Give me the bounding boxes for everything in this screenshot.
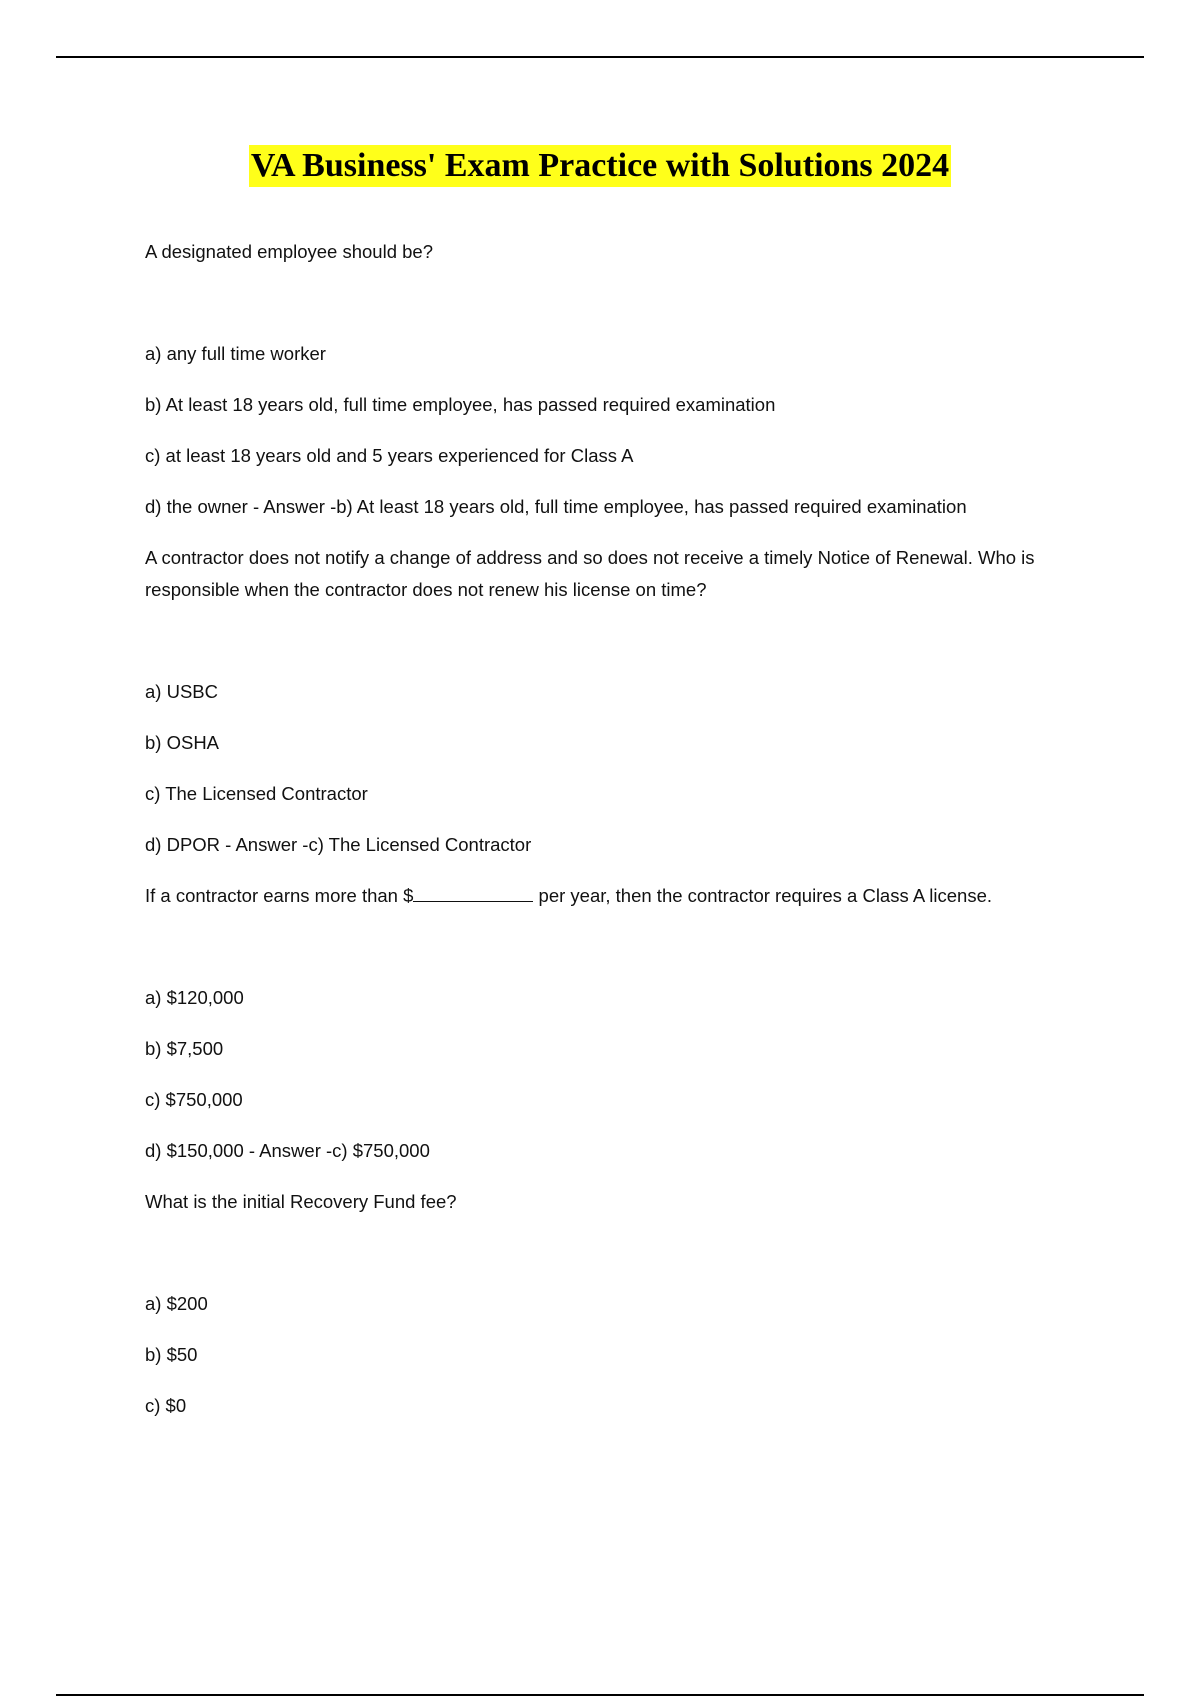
answer-option: a) $200 (145, 1293, 208, 1314)
title-container (0, 145, 1200, 187)
document-title: VA Business' Exam Practice with Solutions 2024 (249, 145, 951, 187)
question-block-4 (145, 1186, 1075, 1422)
answer-option: c) $0 (145, 1395, 187, 1416)
answer-option: d) $150,000 - Answer -c) $750,000 (145, 1140, 430, 1161)
question-block-2 (145, 542, 1075, 861)
answer-option: c) at least 18 years old and 5 years experienced for Class A (145, 445, 634, 466)
question-text-before-blank: If a contractor earns more than $ (145, 885, 414, 906)
answer-option: c) $750,000 (145, 1089, 243, 1110)
question-block-1 (145, 236, 1075, 523)
top-rule (56, 56, 1144, 58)
question-text: A contractor does not notify a change of address and so does not receive a timely Notice of Renewal. Who is responsible when the contractor does not renew his license on time? (145, 547, 1035, 600)
answer-option: a) $120,000 (145, 987, 244, 1008)
answer-option: b) OSHA (145, 732, 220, 753)
answer-option: b) $7,500 (145, 1038, 224, 1059)
answer-option: c) The Licensed Contractor (145, 783, 368, 804)
answer-option: d) DPOR - Answer -c) The Licensed Contractor (145, 834, 532, 855)
answer-option: a) USBC (145, 681, 218, 702)
question-text-after-blank: per year, then the contractor requires a Class A license. (533, 885, 993, 906)
bottom-rule (56, 1694, 1144, 1696)
answer-option: d) the owner - Answer -b) At least 18 years old, full time employee, has passed required examination (145, 496, 967, 517)
question-text: A designated employee should be? (145, 241, 433, 262)
question-text: What is the initial Recovery Fund fee? (145, 1191, 457, 1212)
answer-option: b) $50 (145, 1344, 198, 1365)
document-body (145, 236, 1075, 1441)
question-text (145, 880, 1075, 912)
answer-option: b) At least 18 years old, full time employee, has passed required examination (145, 394, 776, 415)
answer-option: a) any full time worker (145, 343, 326, 364)
fill-in-blank (413, 887, 533, 902)
question-block-3 (145, 880, 1075, 1167)
